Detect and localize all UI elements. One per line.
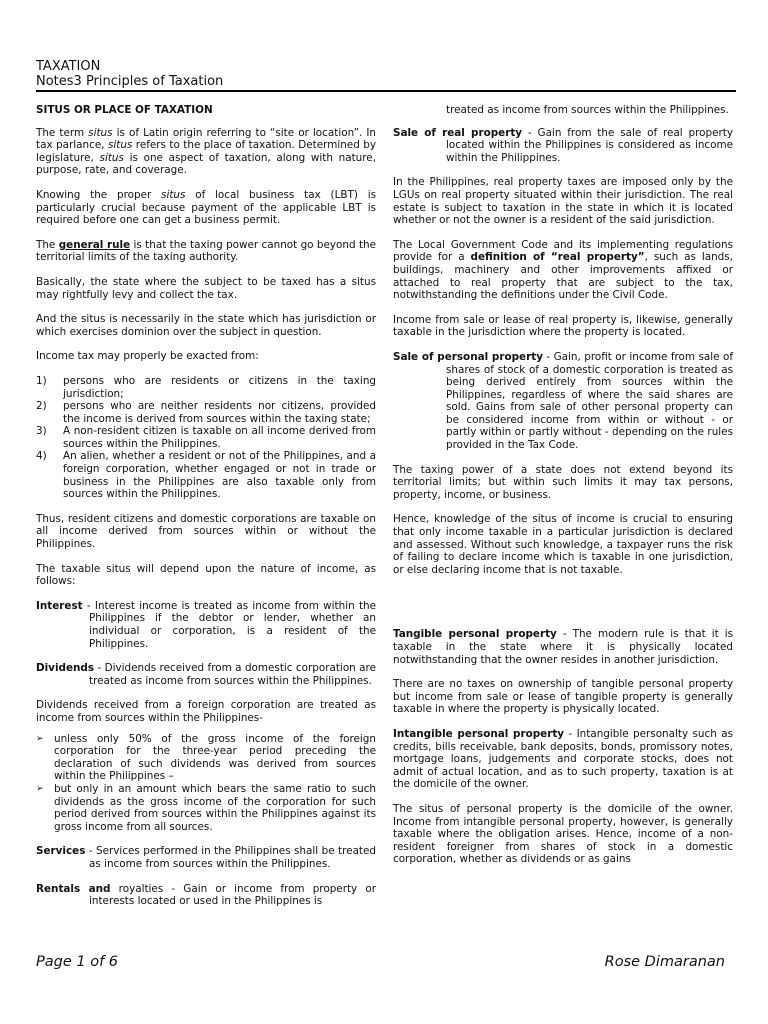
continued-text: treated as income from sources within the Philippines.	[446, 104, 729, 116]
text: is one aspect of taxation, along with nature, purpose, rate, and coverage.	[36, 151, 376, 177]
text: The	[36, 238, 59, 251]
paragraph-real-property-taxes: In the Philippines, real property taxes are imposed only by the LGUs on real property situated within their jurisdiction. The real estate is subject to taxation in the state in which it is located whether or not the owner is a resident of the said jurisdiction.	[393, 176, 733, 227]
text: is that the taxing power cannot go beyond the territorial limits of the taxing authority.	[36, 238, 376, 264]
italic-term: situs	[161, 188, 186, 201]
author-name: Rose Dimaranan	[604, 954, 725, 970]
list-item	[36, 733, 376, 783]
arrow-bullet-icon: ➢	[36, 733, 44, 744]
list-item	[36, 450, 376, 500]
paragraph-general-rule	[36, 239, 376, 264]
paragraph-situs-definition	[36, 127, 376, 177]
list-text: A non-resident citizen is taxable on all income derived from sources within the Philippines.	[63, 425, 376, 450]
italic-term: situs	[99, 151, 124, 164]
list-text: but only in an amount which bears the same ratio to such dividends as the gross income of the corporation for such period derived from sources within the Philippines against its gross income from all sources.	[54, 782, 376, 833]
italic-term: situs	[107, 139, 133, 152]
entry-interest	[36, 600, 376, 650]
entry-tangible-property	[393, 628, 733, 666]
list-number: 2)	[36, 400, 47, 413]
paragraph-income-tax: Income tax may properly be exacted from:	[36, 350, 259, 363]
text: Knowing the proper	[36, 188, 162, 201]
paragraph-jurisdiction: And the situs is necessarily in the state which has jurisdiction or which exercises dominion over the subject in question.	[36, 313, 376, 338]
page-number: Page 1 of 6	[36, 954, 119, 970]
text: royalties - Gain or income from property or interests located or used in the Philippines is	[89, 882, 376, 908]
term-sale-personal-property: Sale of personal property	[393, 350, 543, 363]
list-number: 4)	[36, 450, 47, 463]
entry-sale-personal-property	[393, 351, 733, 452]
text: - Interest income is treated as income from within the Philippines if the debtor or lender, whether an individual or corporation, is a resident of the Philippines.	[82, 599, 376, 650]
paragraph-knowledge-of-situs: Hence, knowledge of the situs of income is crucial to ensuring that only income taxable in a particular jurisdiction is declared and assessed. Without such knowledge, a taxpayer runs the risk of failing to declare income which is taxable in one jurisdiction, or else declaring income that is not taxable.	[393, 513, 733, 576]
paragraph-real-property-income: Income from sale or lease of real property is, likewise, generally taxable in the jurisdiction where the property is located.	[393, 313, 733, 339]
term-tangible-property: Tangible personal property	[393, 628, 557, 641]
list-item	[36, 375, 376, 400]
list-text: persons who are neither residents nor citizens, provided the income is derived from sources within the taxing state;	[63, 400, 376, 425]
list-text: unless only 50% of the gross income of the foreign corporation for the three-year period preceding the declaration of such dividends was derived from sources within the Philippines –	[54, 732, 376, 783]
section-heading: SITUS OR PLACE OF TAXATION	[36, 104, 213, 116]
list-number: 3)	[36, 425, 47, 438]
header-title: TAXATION	[36, 59, 101, 74]
entry-intangible-property	[393, 728, 733, 791]
text: - The modern rule is that it is taxable in the state where it is physically located notwithstanding that the owner resides in another jurisdiction.	[393, 628, 733, 666]
italic-term: situs	[88, 126, 113, 139]
list-item	[36, 783, 376, 833]
text: The Local Government Code and its implementing regulations provide for a	[393, 238, 733, 264]
paragraph-lbt	[36, 189, 376, 227]
document-header	[36, 59, 223, 89]
text: , such as lands, buildings, machinery and other improvements affixed or attached to real property that are subject to the tax, notwithstanding the definitions under the Civil Code.	[393, 251, 733, 302]
paragraph-domicile: The situs of personal property is the domicile of the owner. Income from intangible personal property, however, is generally taxable where the obligation arises. Hence, income of a non-resident foreigner from shares of stock in a domestic corporation, whether as dividends or as gains	[393, 802, 733, 866]
term-intangible-property: Intangible personal property	[393, 727, 565, 740]
text: The term	[36, 126, 89, 139]
text: - Gain, profit or income from sale of shares of stock of a domestic corporation is treated as being derived entirely from sources within the Philippines, regardless of where the said shares are sold. Gains from sale of other personal property can be considered income from within or without - or partly within or partly without - depending on the rules provided in the Tax Code.	[446, 350, 733, 452]
text: of local business tax (LBT) is particularly crucial because payment of the applicable LBT is required before one can get a business permit.	[36, 188, 377, 227]
list-item	[36, 425, 376, 450]
term-sale-real-property: Sale of real property	[393, 126, 523, 139]
text: - Dividends received from a domestic corporation are treated as income from sources within the Philippines.	[89, 662, 376, 687]
text: - Intangible personalty such as credits, bills receivable, bank deposits, bonds, promissory notes, mortgage loans, judgements and corporate stocks, does not admit of actual location, and as to such property, taxation is at the domicile of the owner.	[393, 727, 733, 791]
term-rentals: Rentals and	[36, 882, 111, 895]
term-services: Services	[36, 845, 86, 858]
left-column	[36, 104, 376, 920]
paragraph-local-government-code	[393, 239, 733, 302]
header-rule	[36, 90, 736, 92]
header-subtitle: Notes3 Principles of Taxation	[36, 74, 224, 89]
numbered-list	[36, 375, 376, 501]
paragraph-taxing-power: The taxing power of a state does not extend beyond its territorial limits; but within such limits it may tax persons, property, income, or business.	[393, 463, 733, 501]
underlined-term: general rule	[58, 238, 131, 251]
arrow-bullet-icon: ➢	[36, 783, 44, 794]
bullet-list	[36, 733, 376, 834]
list-text: persons who are residents or citizens in the taxing jurisdiction;	[63, 374, 376, 400]
text: is of Latin origin referring to “site or location”. In tax parlance,	[36, 126, 376, 152]
text: - Gain from the sale of real property located within the Philippines is considered as income within the Philippines.	[446, 126, 733, 164]
entry-rentals	[36, 883, 376, 908]
right-column	[393, 104, 733, 878]
text: - Services performed in the Philippines shall be treated as income from sources within the Philippines.	[85, 845, 376, 870]
list-number: 1)	[36, 374, 47, 387]
entry-dividends	[36, 662, 376, 687]
paragraph-state-situs: Basically, the state where the subject to be taxed has a situs may rightfully levy and collect the tax.	[36, 275, 376, 301]
paragraph-foreign-dividends: Dividends received from a foreign corporation are treated as income from sources within the Philippines-	[36, 699, 376, 724]
list-text: An alien, whether a resident or not of the Philippines, and a foreign corporation, whether engaged or not in trade or business in the Philippines are also taxable only from sources within the Philippines.	[63, 450, 376, 501]
list-item	[36, 400, 376, 425]
text: refers to the place of taxation. Determined by legislature,	[36, 139, 376, 164]
paragraph-resident-citizens: Thus, resident citizens and domestic corporations are taxable on all income derived from sources within or without the Philippines.	[36, 512, 376, 551]
paragraph-tangible-taxes: There are no taxes on ownership of tangible personal property but income from sale or lease of tangible property is generally taxable in where the property is physically located.	[393, 678, 733, 716]
term-dividends: Dividends	[36, 662, 95, 675]
paragraph-taxable-situs: The taxable situs will depend upon the nature of income, as follows:	[36, 562, 376, 588]
entry-services	[36, 845, 376, 870]
bold-term: definition of “real property”	[470, 251, 645, 264]
term-interest: Interest	[36, 599, 83, 612]
entry-sale-real-property	[393, 127, 733, 165]
